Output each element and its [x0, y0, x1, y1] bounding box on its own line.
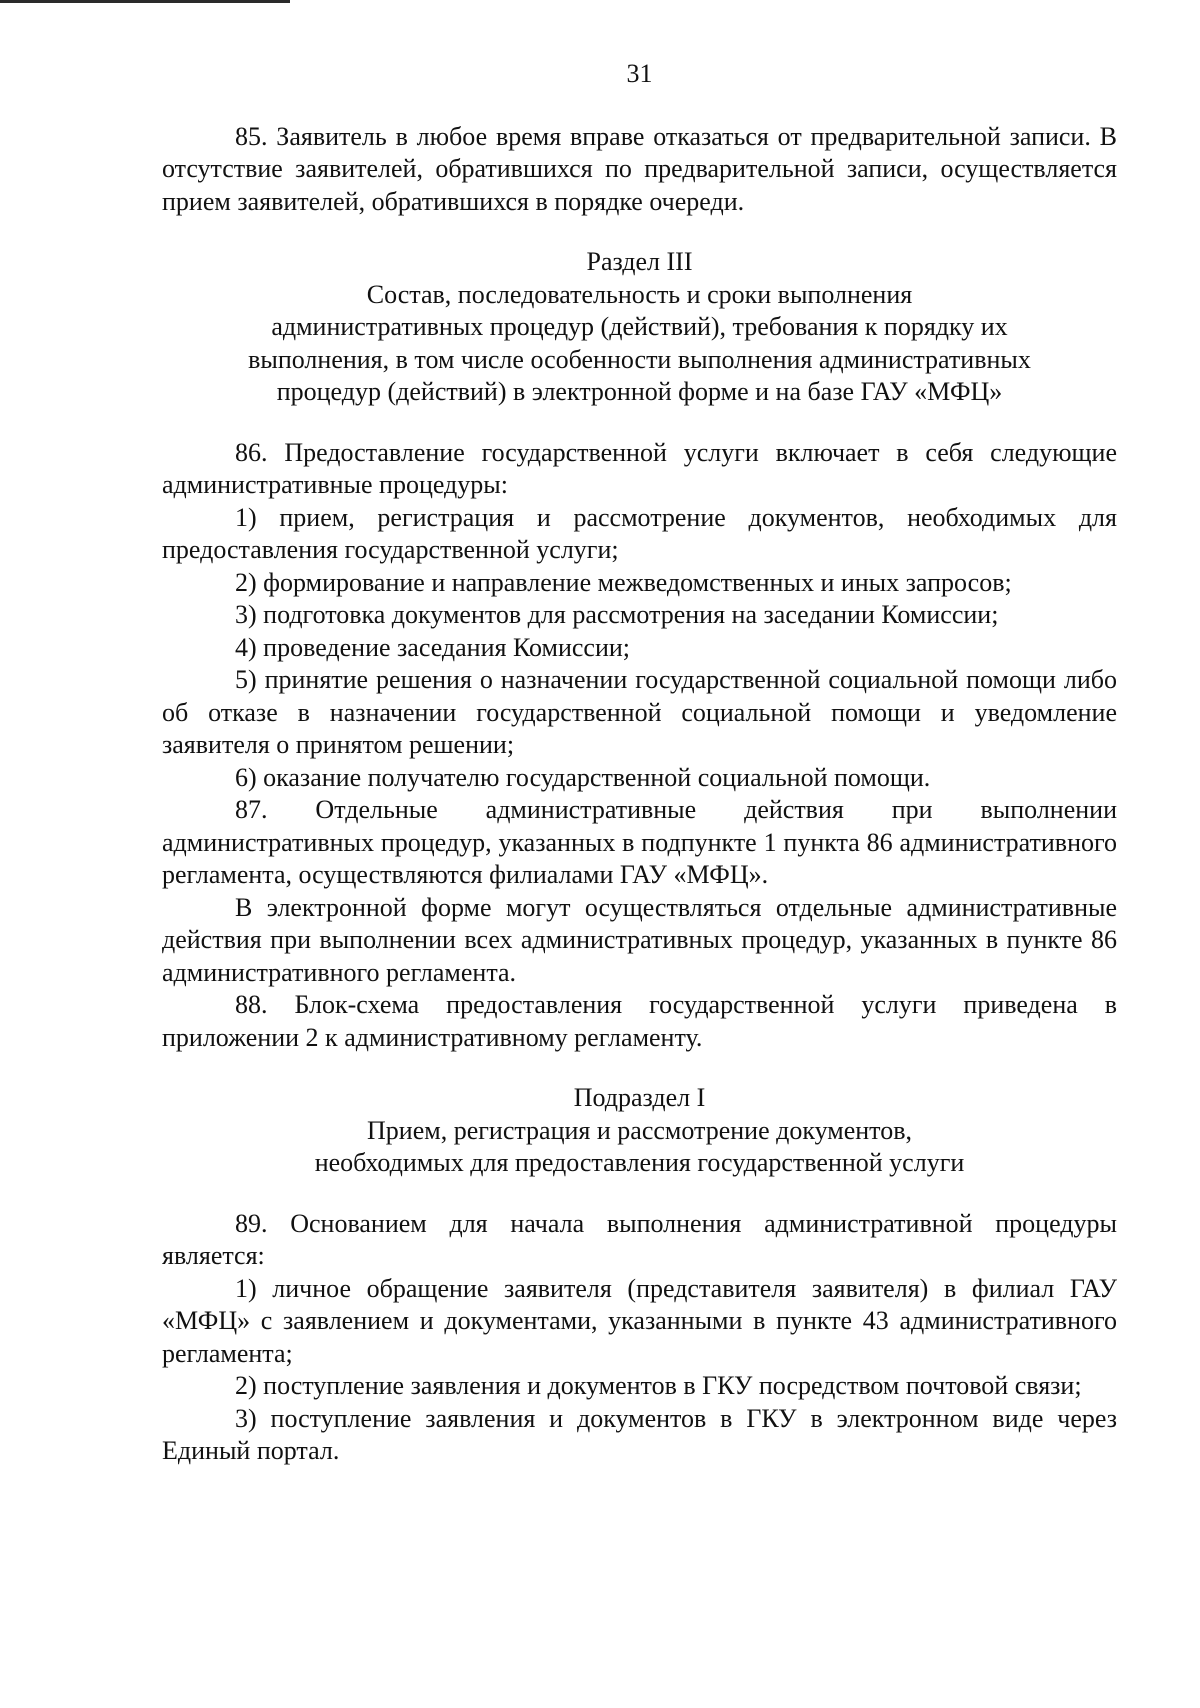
list-item: 2) поступление заявления и документов в ГКУ посредством почтовой связи; — [235, 1371, 1082, 1400]
section-3-title-line: Состав, последовательность и сроки выполнения — [366, 279, 913, 309]
list-item: 4) проведение заседания Комиссии; — [235, 632, 631, 662]
section-3-title-line: выполнения, в том числе особенности выполнения административных — [248, 344, 1031, 374]
subsection-1-heading — [162, 1082, 1117, 1180]
page-number: 31 — [626, 59, 653, 88]
list-item: 1) прием, регистрация и рассмотрение документов, необходимых для предоставления государственной услуги; — [162, 502, 1117, 564]
list-item: 1) личное обращение заявителя (представителя заявителя) в филиал ГАУ «МФЦ» с заявлением и документами, указанными в пункте 43 административного регламента; — [162, 1273, 1117, 1368]
section-3-title-line: административных процедур (действий), требования к порядку их — [271, 312, 1008, 341]
paragraph-85: 85. Заявитель в любое время вправе отказаться от предварительной записи. В отсутствие заявителей, обратившихся по предварительной записи, осуществляется прием заявителей, обратившихся в порядке очереди. — [162, 121, 1117, 216]
paragraph-87: 87. Отдельные административные действия при выполнении административных процедур, указанных в подпункте 1 пункта 86 административного регламента, осуществляются филиалами ГАУ «МФЦ». — [162, 795, 1117, 889]
paragraph-86: 86. Предоставление государственной услуги включает в себя следующие административные процедуры: — [162, 437, 1117, 499]
subsection-1-title-line: Прием, регистрация и рассмотрение документов, — [367, 1115, 912, 1145]
section-3-label: Раздел III — [586, 247, 693, 276]
section-3-heading — [162, 246, 1117, 409]
section-3-title-line: процедур (действий) в электронной форме и на базе ГАУ «МФЦ» — [276, 377, 1003, 406]
list-item: 3) подготовка документов для рассмотрения на заседании Комиссии; — [235, 600, 999, 629]
paragraph-88: 88. Блок-схема предоставления государственной услуги приведена в приложении 2 к административному регламенту. — [162, 990, 1117, 1052]
scan-top-edge — [0, 0, 290, 3]
list-item: 2) формирование и направление межведомственных и иных запросов; — [235, 567, 1012, 597]
list-item: 5) принятие решения о назначении государственной социальной помощи либо об отказе в назначении государственной социальной помощи и уведомление заявителя о принятом решении; — [162, 665, 1117, 759]
subsection-1-title-line: необходимых для предоставления государственной услуги — [314, 1148, 965, 1177]
list-item: 3) поступление заявления и документов в ГКУ в электронном виде через Единый портал. — [162, 1403, 1117, 1465]
paragraph-89: 89. Основанием для начала выполнения административной процедуры является: — [162, 1208, 1117, 1270]
list-item: 6) оказание получателю государственной социальной помощи. — [235, 762, 931, 792]
paragraph-87-continued: В электронной форме могут осуществляться отдельные административные действия при выполнении всех административных процедур, указанных в пункте 86 административного регламента. — [162, 892, 1117, 987]
subsection-1-label: Подраздел I — [573, 1083, 706, 1112]
document-page — [162, 58, 1117, 1468]
